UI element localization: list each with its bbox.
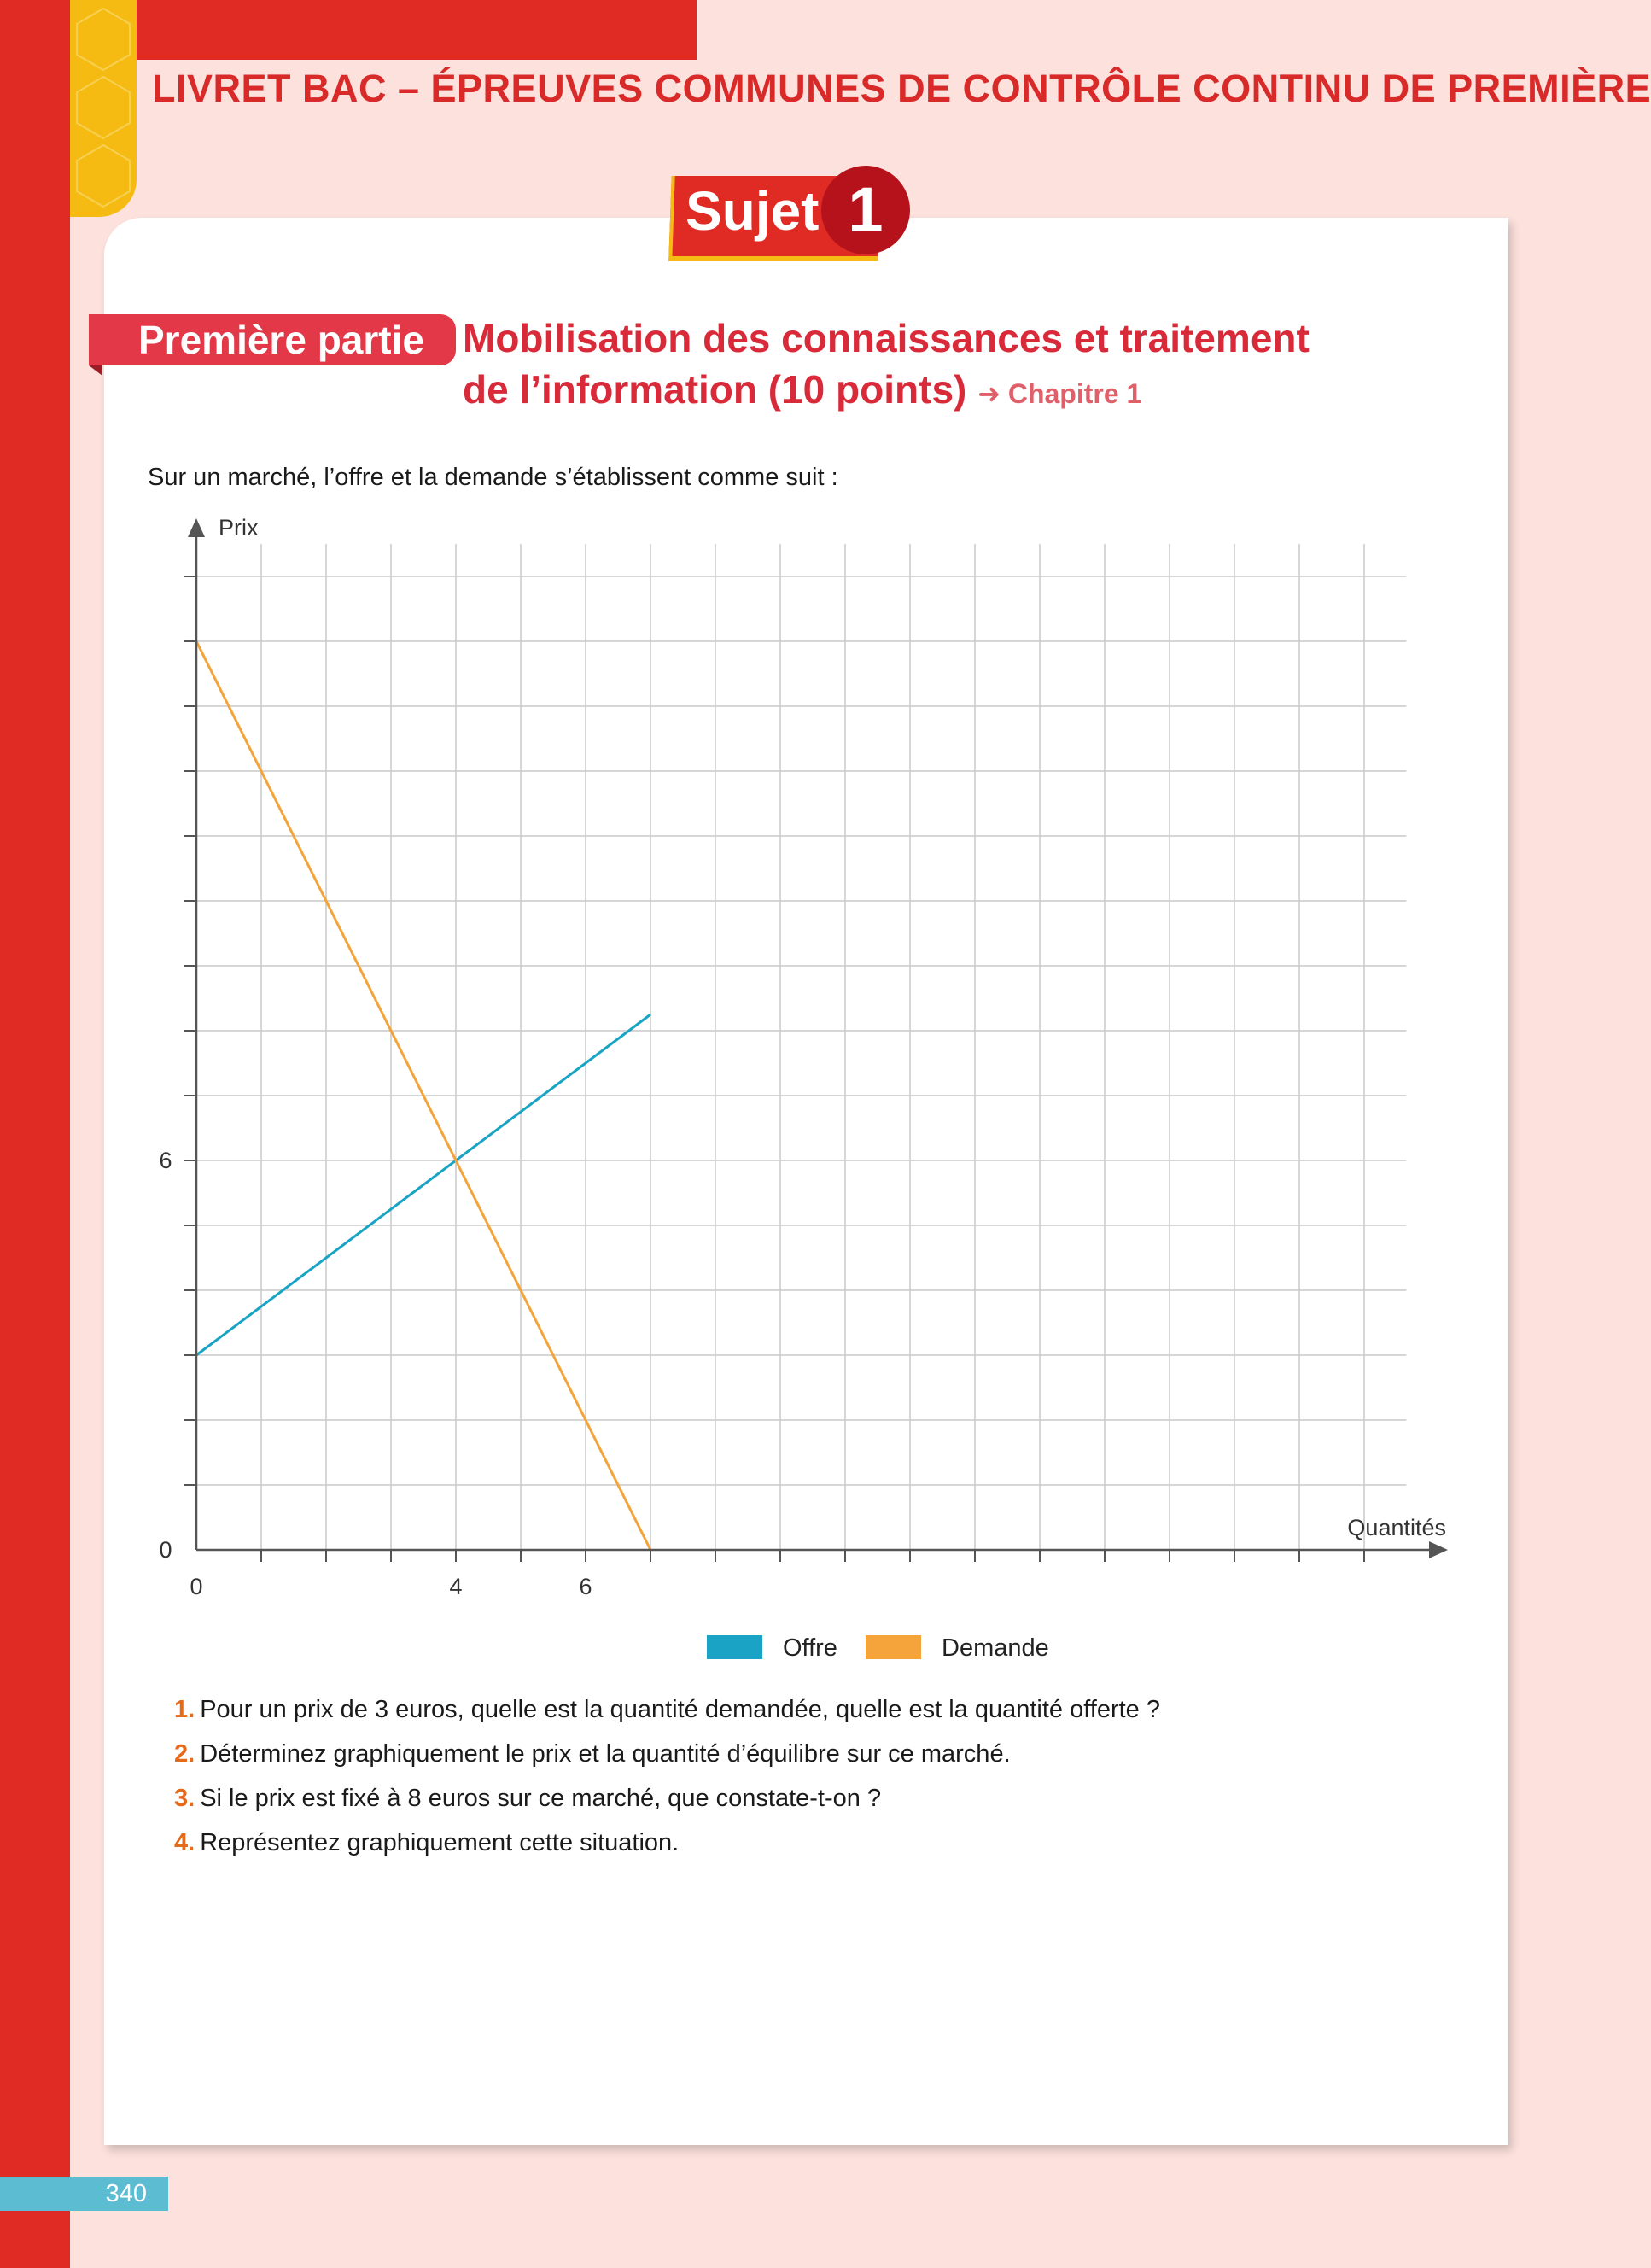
question-text: Si le prix est fixé à 8 euros sur ce marché, que constate-t-on ? [200,1785,882,1812]
sujet-label: Sujet [685,180,820,242]
legend-label: Demande [942,1634,1049,1662]
header-top-bar [137,0,697,60]
sujet-number-circle: 1 [821,166,910,254]
question-text: Représentez graphiquement cette situation. [200,1829,680,1856]
y-tick-label: 6 [159,1148,172,1173]
partie-tag-fold [89,365,102,376]
supply-demand-chart [128,508,1485,1599]
y-tick-label: 0 [159,1537,172,1563]
hexagon-decoration-tab [70,0,137,217]
legend-swatch [707,1635,762,1659]
x-tick-label: 0 [190,1574,203,1599]
chapter-link[interactable]: ➜ Chapitre 1 [977,378,1142,409]
intro-text: Sur un marché, l’offre et la demande s’établissent comme suit : [148,464,838,491]
legend-item-offre [707,1631,837,1665]
section-title-line1: Mobilisation des connaissances et traitement [463,316,1310,360]
legend-swatch [866,1635,921,1659]
question-item [174,1821,1160,1865]
left-color-band [0,0,70,2268]
question-number: 4. [174,1829,195,1856]
y-axis-label: Prix [219,515,259,541]
questions-list [174,1687,1160,1865]
question-number: 2. [174,1740,195,1768]
section-title-line2: de l’information (10 points) [463,367,967,412]
question-item [174,1687,1160,1732]
x-tick-label: 6 [579,1574,592,1599]
page-number: 340 [0,2177,168,2211]
question-item [174,1776,1160,1821]
section-title [463,313,1310,419]
series-line-offre [196,1014,650,1355]
question-text: Pour un prix de 3 euros, quelle est la quantité demandée, quelle est la quantité offerte ? [200,1696,1160,1723]
legend-label: Offre [783,1634,837,1662]
book-header-title: LIVRET BAC – ÉPREUVES COMMUNES DE CONTRÔLE CONTINU DE PREMIÈRE [152,67,1651,110]
legend-item-demande [866,1631,1049,1665]
partie-tag: Première partie [89,314,456,365]
x-tick-label: 4 [449,1574,463,1599]
x-axis-arrow-icon [1429,1541,1448,1558]
hexagon-pattern-icon [70,0,137,217]
question-text: Déterminez graphiquement le prix et la quantité d’équilibre sur ce marché. [200,1740,1011,1768]
x-axis-label: Quantités [1347,1515,1446,1540]
question-number: 1. [174,1696,195,1723]
question-item [174,1732,1160,1776]
question-number: 3. [174,1785,195,1812]
y-axis-arrow-icon [188,518,205,537]
